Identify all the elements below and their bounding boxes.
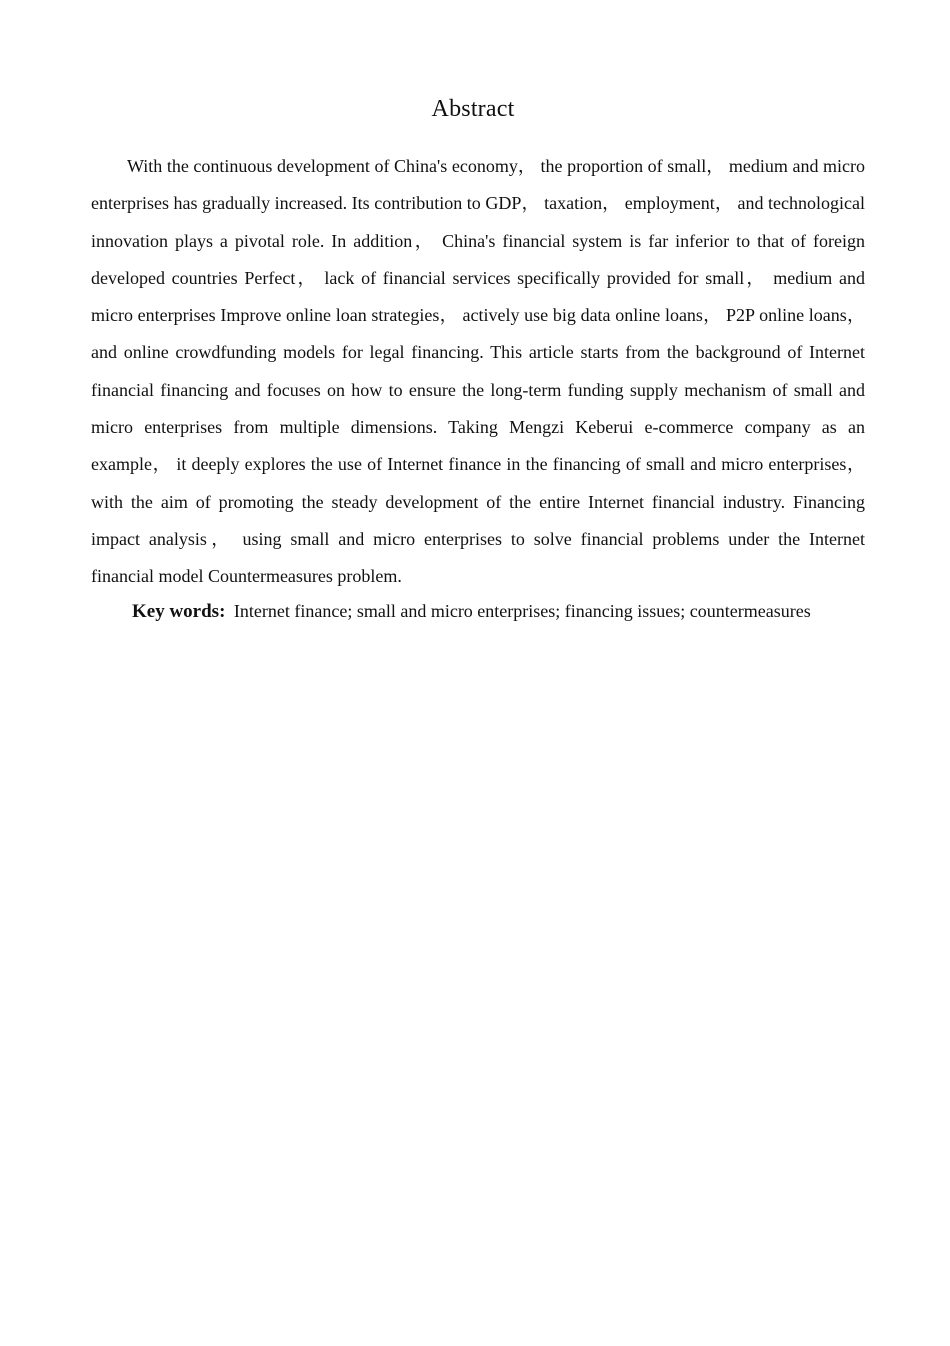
keywords-line bbox=[132, 597, 865, 626]
abstract-body: With the continuous development of China's economy， the proportion of small， medium and micro enterprises has gradually increased. Its contribution to GDP， taxation， employment， and technological innovation plays a pivotal role. In addition， China's financial system is far inferior to that of foreign developed countries Perfect， lack of financial services specifically provided for small， medium and micro enterprises Improve online loan strategies， actively use big data online loans， P2P online loans， and online crowdfunding models for legal financing. This article starts from the background of Internet financial financing and focuses on how to ensure the long-term funding supply mechanism of small and micro enterprises from multiple dimensions. Taking Mengzi Keberui e-commerce company as an example， it deeply explores the use of Internet finance in the financing of small and micro enterprises， with the aim of promoting the steady development of the entire Internet financial industry. Financing impact analysis， using small and micro enterprises to solve financial problems under the Internet financial model Countermeasures problem. bbox=[91, 156, 865, 587]
keywords-text: Internet finance; small and micro enterprises; financing issues; countermeasures bbox=[233, 601, 811, 621]
keywords-label: Key words: bbox=[132, 601, 226, 622]
abstract-title: Abstract bbox=[431, 96, 515, 122]
